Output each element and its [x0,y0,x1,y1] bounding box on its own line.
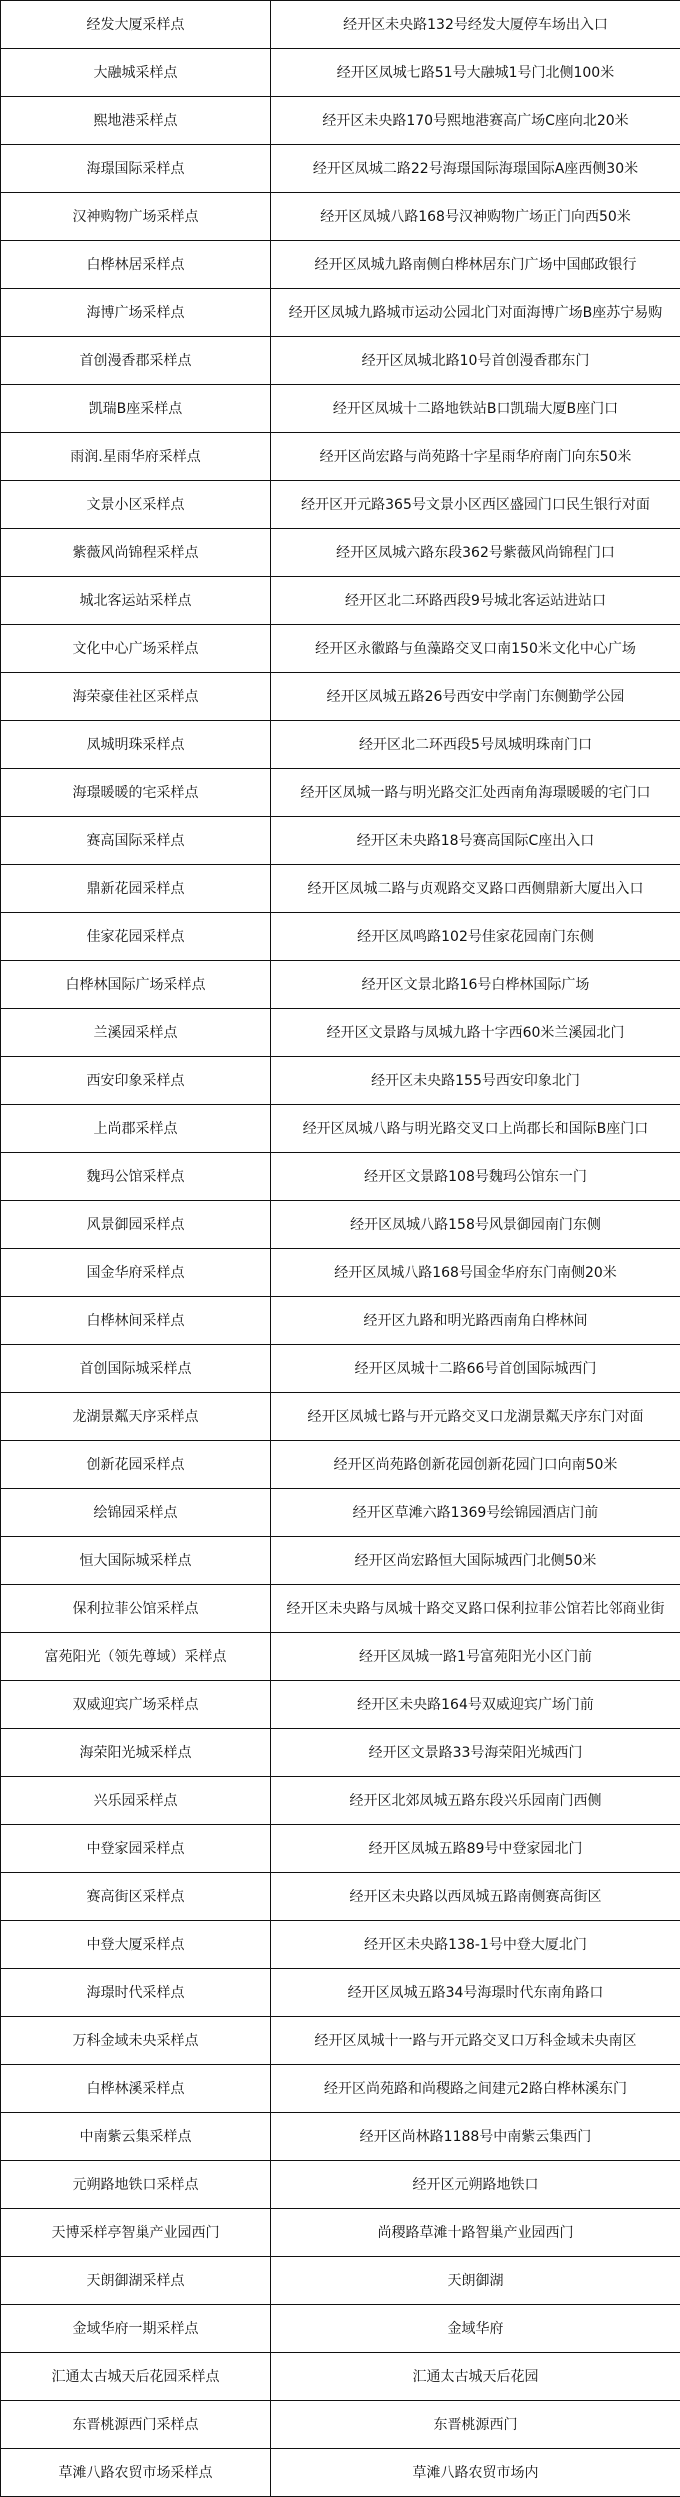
sampling-point-address: 天朗御湖 [271,2257,680,2305]
table-row [1,2353,680,2401]
sampling-point-name: 元朔路地铁口采样点 [1,2161,271,2209]
table-row [1,1777,680,1825]
sampling-point-address: 经开区凤城五路34号海璟时代东南角路口 [271,1969,680,2017]
sampling-point-address: 经开区凤城北路10号首创漫香郡东门 [271,337,680,385]
sampling-point-name: 首创国际城采样点 [1,1345,271,1393]
sampling-point-address: 经开区凤城八路与明光路交叉口上尚郡长和国际B座门口 [271,1105,680,1153]
sampling-point-address: 经开区凤城七路与开元路交叉口龙湖景粼天序东门对面 [271,1393,680,1441]
table-row [1,2257,680,2305]
table-row [1,1729,680,1777]
sampling-point-name: 草滩八路农贸市场采样点 [1,2449,271,2497]
table-row [1,1393,680,1441]
sampling-point-name: 魏玛公馆采样点 [1,1153,271,1201]
sampling-point-address: 经开区九路和明光路西南角白桦林间 [271,1297,680,1345]
table-row [1,673,680,721]
sampling-point-name: 保利拉菲公馆采样点 [1,1585,271,1633]
table-row [1,2113,680,2161]
table-row [1,433,680,481]
sampling-point-name: 上尚郡采样点 [1,1105,271,1153]
sampling-point-address: 经开区尚苑路创新花园创新花园门口向南50米 [271,1441,680,1489]
sampling-point-name: 凯瑞B座采样点 [1,385,271,433]
sampling-point-name: 天朗御湖采样点 [1,2257,271,2305]
table-row [1,1345,680,1393]
sampling-point-name: 海博广场采样点 [1,289,271,337]
sampling-point-address: 经开区凤城二路22号海璟国际海璟国际A座西侧30米 [271,145,680,193]
table-row [1,97,680,145]
sampling-point-address: 经开区永徽路与鱼藻路交叉口南150米文化中心广场 [271,625,680,673]
table-row [1,145,680,193]
sampling-point-address: 经开区凤城九路南侧白桦林居东门广场中国邮政银行 [271,241,680,289]
table-row [1,529,680,577]
table-row [1,1009,680,1057]
sampling-point-address: 经开区尚宏路与尚苑路十字星雨华府南门向东50米 [271,433,680,481]
table-row [1,193,680,241]
table-row [1,865,680,913]
table-row [1,913,680,961]
sampling-point-name: 中登大厦采样点 [1,1921,271,1969]
table-row [1,2449,680,2497]
table-row [1,2305,680,2353]
sampling-point-address: 经开区未央路138-1号中登大厦北门 [271,1921,680,1969]
sampling-point-name: 文景小区采样点 [1,481,271,529]
table-row [1,2401,680,2449]
table-row [1,1057,680,1105]
sampling-point-name: 汉神购物广场采样点 [1,193,271,241]
table-row [1,1825,680,1873]
sampling-point-address: 经开区凤城一路1号富苑阳光小区门前 [271,1633,680,1681]
sampling-point-name: 恒大国际城采样点 [1,1537,271,1585]
table-row [1,1249,680,1297]
table-body [1,1,680,2497]
sampling-point-address: 经开区元朔路地铁口 [271,2161,680,2209]
sampling-point-address: 尚稷路草滩十路智巢产业园西门 [271,2209,680,2257]
sampling-point-address: 经开区凤城九路城市运动公园北门对面海博广场B座苏宁易购 [271,289,680,337]
table-row [1,49,680,97]
sampling-point-name: 风景御园采样点 [1,1201,271,1249]
sampling-point-address: 经开区文景路与凤城九路十字西60米兰溪园北门 [271,1009,680,1057]
sampling-point-address: 经开区尚苑路和尚稷路之间建元2路白桦林溪东门 [271,2065,680,2113]
sampling-point-address: 经开区文景路33号海荣阳光城西门 [271,1729,680,1777]
table-row [1,961,680,1009]
table-row [1,2065,680,2113]
sampling-point-name: 紫薇风尚锦程采样点 [1,529,271,577]
table-row [1,817,680,865]
sampling-point-address: 汇通太古城天后花园 [271,2353,680,2401]
sampling-point-name: 首创漫香郡采样点 [1,337,271,385]
table-row [1,1489,680,1537]
sampling-point-address: 经开区凤城十二路66号首创国际城西门 [271,1345,680,1393]
table-row [1,1873,680,1921]
table-row [1,1537,680,1585]
sampling-point-address: 经开区未央路164号双威迎宾广场门前 [271,1681,680,1729]
sampling-point-address: 经开区未央路132号经发大厦停车场出入口 [271,1,680,49]
sampling-point-address: 经开区凤城十二路地铁站B口凯瑞大厦B座门口 [271,385,680,433]
sampling-point-name: 白桦林溪采样点 [1,2065,271,2113]
table-row [1,721,680,769]
sampling-point-name: 天博采样亭智巢产业园西门 [1,2209,271,2257]
sampling-point-name: 熙地港采样点 [1,97,271,145]
sampling-point-address: 经开区凤城二路与贞观路交叉路口西侧鼎新大厦出入口 [271,865,680,913]
sampling-point-address: 经开区凤城六路东段362号紫薇风尚锦程门口 [271,529,680,577]
sampling-point-name: 兴乐园采样点 [1,1777,271,1825]
sampling-point-address: 经开区开元路365号文景小区西区盛园门口民生银行对面 [271,481,680,529]
sampling-point-name: 中登家园采样点 [1,1825,271,1873]
table-row [1,1201,680,1249]
sampling-point-name: 城北客运站采样点 [1,577,271,625]
sampling-point-address: 经开区北二环路西段9号城北客运站进站口 [271,577,680,625]
sampling-point-address: 经开区未央路170号熙地港赛高广场C座向北20米 [271,97,680,145]
sampling-point-name: 海荣阳光城采样点 [1,1729,271,1777]
sampling-point-name: 海璟国际采样点 [1,145,271,193]
sampling-point-name: 创新花园采样点 [1,1441,271,1489]
table-row [1,241,680,289]
sampling-point-name: 海璟暖暖的宅采样点 [1,769,271,817]
table-row [1,1585,680,1633]
sampling-point-address: 经开区草滩六路1369号绘锦园酒店门前 [271,1489,680,1537]
sampling-point-address: 金域华府 [271,2305,680,2353]
sampling-point-address: 经开区凤鸣路102号佳家花园南门东侧 [271,913,680,961]
sampling-point-name: 赛高国际采样点 [1,817,271,865]
sampling-point-name: 白桦林居采样点 [1,241,271,289]
sampling-point-address: 经开区凤城八路158号风景御园南门东侧 [271,1201,680,1249]
sampling-point-address: 经开区凤城十一路与开元路交叉口万科金域未央南区 [271,2017,680,2065]
sampling-point-name: 海荣豪佳社区采样点 [1,673,271,721]
table-row [1,2017,680,2065]
sampling-point-address: 经开区未央路18号赛高国际C座出入口 [271,817,680,865]
table-row [1,769,680,817]
sampling-point-address: 经开区未央路155号西安印象北门 [271,1057,680,1105]
sampling-point-address: 经开区凤城五路26号西安中学南门东侧勤学公园 [271,673,680,721]
sampling-point-name: 西安印象采样点 [1,1057,271,1105]
table-row [1,577,680,625]
table-row [1,385,680,433]
table-row [1,1153,680,1201]
table-row [1,2209,680,2257]
sampling-point-name: 海璟时代采样点 [1,1969,271,2017]
sampling-point-name: 金域华府一期采样点 [1,2305,271,2353]
sampling-point-address: 经开区文景路108号魏玛公馆东一门 [271,1153,680,1201]
sampling-point-address: 经开区凤城一路与明光路交汇处西南角海璟暖暖的宅门口 [271,769,680,817]
sampling-point-address: 经开区尚宏路恒大国际城西门北侧50米 [271,1537,680,1585]
sampling-point-name: 富苑阳光（领先尊域）采样点 [1,1633,271,1681]
sampling-point-address: 经开区未央路与凤城十路交叉路口保利拉菲公馆若比邻商业街 [271,1585,680,1633]
sampling-point-name: 国金华府采样点 [1,1249,271,1297]
sampling-point-name: 经发大厦采样点 [1,1,271,49]
sampling-point-name: 佳家花园采样点 [1,913,271,961]
sampling-point-address: 经开区北郊凤城五路东段兴乐园南门西侧 [271,1777,680,1825]
sampling-point-name: 雨润.星雨华府采样点 [1,433,271,481]
sampling-point-name: 文化中心广场采样点 [1,625,271,673]
sampling-point-address: 经开区尚林路1188号中南紫云集西门 [271,2113,680,2161]
sampling-point-address: 经开区未央路以西凤城五路南侧赛高街区 [271,1873,680,1921]
table-row [1,1441,680,1489]
sampling-point-address: 经开区凤城八路168号国金华府东门南侧20米 [271,1249,680,1297]
sampling-point-name: 凤城明珠采样点 [1,721,271,769]
table-row [1,337,680,385]
sampling-point-name: 鼎新花园采样点 [1,865,271,913]
sampling-point-address: 经开区文景北路16号白桦林国际广场 [271,961,680,1009]
table-row [1,1633,680,1681]
sampling-point-address: 经开区凤城五路89号中登家园北门 [271,1825,680,1873]
table-row [1,1105,680,1153]
table-row [1,625,680,673]
sampling-point-address: 经开区凤城八路168号汉神购物广场正门向西50米 [271,193,680,241]
table-row [1,1297,680,1345]
sampling-point-name: 双威迎宾广场采样点 [1,1681,271,1729]
sampling-point-name: 万科金域未央采样点 [1,2017,271,2065]
sampling-point-name: 东晋桃源西门采样点 [1,2401,271,2449]
table-row [1,1921,680,1969]
table-row [1,1,680,49]
sampling-point-name: 绘锦园采样点 [1,1489,271,1537]
table-row [1,289,680,337]
sampling-point-name: 汇通太古城天后花园采样点 [1,2353,271,2401]
sampling-point-address: 经开区北二环西段5号凤城明珠南门口 [271,721,680,769]
sampling-point-name: 龙湖景粼天序采样点 [1,1393,271,1441]
table-row [1,481,680,529]
sampling-point-name: 兰溪园采样点 [1,1009,271,1057]
sampling-point-address: 草滩八路农贸市场内 [271,2449,680,2497]
sampling-point-address: 经开区凤城七路51号大融城1号门北侧100米 [271,49,680,97]
sampling-point-name: 白桦林国际广场采样点 [1,961,271,1009]
table-row [1,1969,680,2017]
table-row [1,1681,680,1729]
sampling-point-address: 东晋桃源西门 [271,2401,680,2449]
table-row [1,2161,680,2209]
sampling-point-name: 大融城采样点 [1,49,271,97]
sampling-point-name: 白桦林间采样点 [1,1297,271,1345]
sampling-point-name: 赛高街区采样点 [1,1873,271,1921]
sampling-point-name: 中南紫云集采样点 [1,2113,271,2161]
